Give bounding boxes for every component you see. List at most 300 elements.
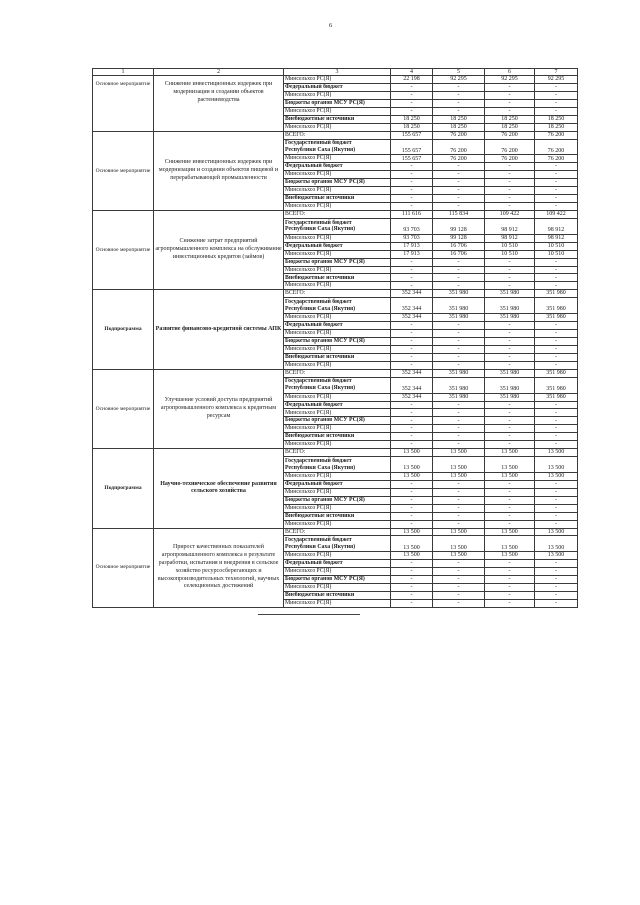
value-cell: - [391, 163, 433, 171]
value-cell: 351 980 [485, 377, 535, 393]
value-cell: 17 913 [391, 250, 433, 258]
value-cell: - [391, 107, 433, 115]
value-cell: - [485, 163, 535, 171]
value-cell: - [485, 433, 535, 441]
value-cell: - [391, 480, 433, 488]
value-cell: - [391, 353, 433, 361]
value-cell: - [485, 353, 535, 361]
column-number-header: 7 [535, 69, 578, 76]
value-cell: - [485, 512, 535, 520]
value-cell: - [433, 282, 485, 290]
value-cell: - [485, 345, 535, 353]
value-cell: - [535, 520, 578, 528]
value-cell: - [535, 568, 578, 576]
funding-source-cell: Федеральный бюджет [284, 401, 391, 409]
value-cell: - [485, 480, 535, 488]
funding-source-cell: ВСЕГО: [284, 449, 391, 457]
value-cell: 10 510 [485, 242, 535, 250]
funding-source-cell: Минсельхоз РС(Я) [284, 123, 391, 131]
value-cell: - [433, 330, 485, 338]
value-cell: 76 200 [535, 131, 578, 139]
value-cell: - [391, 592, 433, 600]
value-cell: - [535, 409, 578, 417]
value-cell: - [535, 171, 578, 179]
value-cell: - [535, 258, 578, 266]
value-cell: - [391, 496, 433, 504]
value-cell: 13 500 [433, 472, 485, 480]
value-cell: - [391, 361, 433, 369]
value-cell: - [433, 496, 485, 504]
column-number-header: 1 [93, 69, 154, 76]
value-cell: 10 510 [485, 250, 535, 258]
funding-source-cell: Бюджеты органов МСУ РС(Я) [284, 258, 391, 266]
value-cell: - [535, 345, 578, 353]
measure-title-cell: Снижение затрат предприятий агропромышленного комплекса на обслуживание инвестиционных кредитов (займов) [154, 210, 284, 289]
value-cell: - [391, 425, 433, 433]
funding-source-cell: Минсельхоз РС(Я) [284, 441, 391, 449]
value-cell: 99 128 [433, 234, 485, 242]
value-cell: - [485, 330, 535, 338]
value-cell: 352 344 [391, 393, 433, 401]
value-cell: 18 250 [535, 123, 578, 131]
value-cell: - [535, 99, 578, 107]
value-cell: - [433, 187, 485, 195]
value-cell: 351 980 [535, 393, 578, 401]
value-cell: 351 980 [433, 298, 485, 314]
value-cell: 351 980 [535, 314, 578, 322]
value-cell: 115 834 [433, 210, 485, 218]
value-cell: 351 980 [485, 393, 535, 401]
value-cell: 13 500 [535, 536, 578, 552]
funding-source-cell: Минсельхоз РС(Я) [284, 488, 391, 496]
column-number-header: 3 [284, 69, 391, 76]
funding-source-cell: Минсельхоз РС(Я) [284, 520, 391, 528]
value-cell: 10 510 [535, 242, 578, 250]
column-number-header: 2 [154, 69, 284, 76]
value-cell: 18 250 [535, 115, 578, 123]
value-cell: - [433, 560, 485, 568]
value-cell: - [433, 592, 485, 600]
value-cell: - [433, 203, 485, 211]
value-cell: - [433, 409, 485, 417]
value-cell: - [433, 322, 485, 330]
value-cell: - [391, 345, 433, 353]
value-cell: 18 250 [485, 123, 535, 131]
value-cell: - [433, 512, 485, 520]
value-cell: 13 500 [535, 528, 578, 536]
value-cell: - [485, 83, 535, 91]
funding-source-cell: Минсельхоз РС(Я) [284, 330, 391, 338]
value-cell: 352 344 [391, 377, 433, 393]
value-cell: 76 200 [535, 155, 578, 163]
value-cell: - [535, 480, 578, 488]
value-cell: 351 980 [433, 314, 485, 322]
value-cell: - [391, 171, 433, 179]
value-cell: - [485, 274, 535, 282]
value-cell: - [485, 99, 535, 107]
value-cell: - [433, 107, 485, 115]
funding-source-cell: ВСЕГО: [284, 131, 391, 139]
table-row [93, 449, 578, 457]
page-number: 6 [329, 22, 333, 29]
value-cell: - [391, 274, 433, 282]
funding-source-cell: Минсельхоз РС(Я) [284, 425, 391, 433]
column-number-header: 6 [485, 69, 535, 76]
value-cell: - [535, 504, 578, 512]
value-cell: - [485, 337, 535, 345]
funding-source-cell: Минсельхоз РС(Я) [284, 599, 391, 607]
measure-title-cell: Научно-техническое обеспечение развития сельского хозяйства [154, 449, 284, 528]
value-cell: - [485, 496, 535, 504]
value-cell: 76 200 [535, 139, 578, 155]
value-cell: 13 500 [433, 528, 485, 536]
value-cell: - [485, 584, 535, 592]
value-cell: 76 200 [485, 131, 535, 139]
value-cell: - [485, 599, 535, 607]
value-cell: 22 198 [391, 76, 433, 84]
column-number-row [93, 69, 578, 76]
funding-source-cell: ВСЕГО: [284, 210, 391, 218]
value-cell: 13 500 [485, 528, 535, 536]
value-cell: 13 500 [433, 552, 485, 560]
funding-source-cell: Внебюджетные источники [284, 353, 391, 361]
value-cell: 76 200 [433, 131, 485, 139]
value-cell: 76 200 [485, 139, 535, 155]
value-cell: - [535, 425, 578, 433]
value-cell: 18 250 [433, 123, 485, 131]
value-cell: - [535, 441, 578, 449]
value-cell: - [391, 330, 433, 338]
value-cell: 352 344 [391, 369, 433, 377]
value-cell: - [535, 195, 578, 203]
value-cell: 13 500 [485, 472, 535, 480]
value-cell: - [535, 107, 578, 115]
funding-source-cell: Минсельхоз РС(Я) [284, 409, 391, 417]
value-cell: - [433, 441, 485, 449]
value-cell: - [485, 187, 535, 195]
funding-source-cell: Внебюджетные источники [284, 592, 391, 600]
value-cell: - [391, 441, 433, 449]
value-cell: - [433, 480, 485, 488]
value-cell: 13 500 [485, 536, 535, 552]
footer-rule [258, 614, 360, 615]
value-cell: 18 250 [391, 115, 433, 123]
budget-table [92, 68, 578, 608]
value-cell: 13 500 [433, 449, 485, 457]
value-cell: 352 344 [391, 290, 433, 298]
value-cell: - [391, 266, 433, 274]
value-cell: - [535, 274, 578, 282]
measure-type-cell: Подпрограмма [93, 290, 154, 369]
value-cell: - [485, 488, 535, 496]
value-cell: - [535, 576, 578, 584]
value-cell: - [391, 520, 433, 528]
value-cell: - [433, 83, 485, 91]
column-number-header: 5 [433, 69, 485, 76]
value-cell: - [485, 179, 535, 187]
measure-type-cell: Основное мероприятие [93, 210, 154, 289]
value-cell: - [535, 266, 578, 274]
value-cell: - [485, 266, 535, 274]
value-cell: 351 980 [485, 369, 535, 377]
value-cell: 155 657 [391, 155, 433, 163]
value-cell: - [391, 179, 433, 187]
value-cell: 13 500 [391, 552, 433, 560]
value-cell: - [535, 83, 578, 91]
funding-source-cell: Государственный бюджет Республики Саха (Якутия) [284, 298, 391, 314]
funding-source-cell: Минсельхоз РС(Я) [284, 584, 391, 592]
value-cell: - [535, 361, 578, 369]
value-cell: - [391, 91, 433, 99]
funding-source-cell: Федеральный бюджет [284, 480, 391, 488]
value-cell: 351 980 [433, 377, 485, 393]
value-cell: - [535, 433, 578, 441]
value-cell: 13 500 [535, 457, 578, 473]
value-cell: - [433, 433, 485, 441]
value-cell: 13 500 [485, 449, 535, 457]
funding-source-cell: Минсельхоз РС(Я) [284, 76, 391, 84]
value-cell: 13 500 [433, 457, 485, 473]
value-cell: - [391, 322, 433, 330]
value-cell: - [535, 163, 578, 171]
value-cell: - [485, 282, 535, 290]
column-number-header: 4 [391, 69, 433, 76]
value-cell: - [433, 425, 485, 433]
value-cell: 13 500 [391, 457, 433, 473]
funding-source-cell: Внебюджетные источники [284, 274, 391, 282]
measure-title-cell: Развитие финансово-кредитной системы АПК [154, 290, 284, 369]
funding-source-cell: Внебюджетные источники [284, 512, 391, 520]
value-cell: - [535, 560, 578, 568]
value-cell: 76 200 [485, 155, 535, 163]
value-cell: - [485, 425, 535, 433]
value-cell: - [535, 179, 578, 187]
funding-source-cell: Федеральный бюджет [284, 322, 391, 330]
funding-source-cell: Государственный бюджет Республики Саха (Якутия) [284, 218, 391, 234]
value-cell: 351 980 [485, 290, 535, 298]
funding-source-cell: Минсельхоз РС(Я) [284, 361, 391, 369]
value-cell: 13 500 [391, 449, 433, 457]
value-cell: 16 706 [433, 242, 485, 250]
funding-source-cell: Федеральный бюджет [284, 560, 391, 568]
value-cell: 13 500 [485, 552, 535, 560]
funding-source-cell: Бюджеты органов МСУ РС(Я) [284, 576, 391, 584]
value-cell: - [391, 187, 433, 195]
value-cell: - [535, 337, 578, 345]
value-cell: 98 912 [485, 234, 535, 242]
value-cell: - [535, 584, 578, 592]
value-cell: - [391, 417, 433, 425]
funding-source-cell: Бюджеты органов МСУ РС(Я) [284, 337, 391, 345]
value-cell: - [433, 195, 485, 203]
value-cell: 351 980 [485, 314, 535, 322]
funding-source-cell: Минсельхоз РС(Я) [284, 393, 391, 401]
value-cell: - [433, 258, 485, 266]
value-cell: - [535, 322, 578, 330]
value-cell: - [433, 99, 485, 107]
value-cell: - [485, 576, 535, 584]
value-cell: - [433, 504, 485, 512]
value-cell: - [391, 203, 433, 211]
value-cell: 352 344 [391, 314, 433, 322]
value-cell: - [535, 401, 578, 409]
value-cell: 18 250 [391, 123, 433, 131]
funding-source-cell: Минсельхоз РС(Я) [284, 266, 391, 274]
funding-source-cell: Государственный бюджет Республики Саха (Якутия) [284, 377, 391, 393]
table-body [93, 76, 578, 608]
value-cell: 93 703 [391, 218, 433, 234]
value-cell: - [433, 576, 485, 584]
value-cell: - [391, 433, 433, 441]
funding-source-cell: ВСЕГО: [284, 290, 391, 298]
value-cell: 76 200 [433, 139, 485, 155]
value-cell: - [391, 282, 433, 290]
value-cell: 13 500 [391, 472, 433, 480]
value-cell: - [433, 401, 485, 409]
funding-source-cell: Минсельхоз РС(Я) [284, 171, 391, 179]
measure-type-cell: Подпрограмма [93, 449, 154, 528]
value-cell: - [391, 195, 433, 203]
value-cell: 13 500 [391, 536, 433, 552]
value-cell: - [485, 91, 535, 99]
value-cell: - [391, 576, 433, 584]
value-cell: - [485, 568, 535, 576]
value-cell: - [535, 203, 578, 211]
measure-type-cell: Основное мероприятие [93, 369, 154, 448]
funding-source-cell: Минсельхоз РС(Я) [284, 250, 391, 258]
value-cell: - [485, 401, 535, 409]
value-cell: - [433, 353, 485, 361]
value-cell: 351 980 [535, 369, 578, 377]
value-cell: - [485, 592, 535, 600]
funding-source-cell: Внебюджетные источники [284, 195, 391, 203]
value-cell: 351 980 [433, 290, 485, 298]
value-cell: - [535, 417, 578, 425]
funding-source-cell: Минсельхоз РС(Я) [284, 504, 391, 512]
funding-source-cell: Федеральный бюджет [284, 83, 391, 91]
value-cell: - [485, 203, 535, 211]
funding-source-cell: Минсельхоз РС(Я) [284, 155, 391, 163]
value-cell: 351 980 [485, 298, 535, 314]
table-row [93, 76, 578, 84]
value-cell: - [391, 83, 433, 91]
funding-source-cell: Минсельхоз РС(Я) [284, 314, 391, 322]
value-cell: 17 913 [391, 242, 433, 250]
table-row [93, 369, 578, 377]
value-cell: 98 912 [535, 234, 578, 242]
funding-source-cell: Федеральный бюджет [284, 242, 391, 250]
value-cell: - [485, 417, 535, 425]
value-cell: - [485, 107, 535, 115]
value-cell: - [433, 599, 485, 607]
funding-source-cell: Бюджеты органов МСУ РС(Я) [284, 496, 391, 504]
value-cell: 351 980 [433, 369, 485, 377]
value-cell: - [391, 584, 433, 592]
value-cell: - [433, 584, 485, 592]
value-cell: - [535, 592, 578, 600]
value-cell: - [535, 330, 578, 338]
value-cell: - [433, 274, 485, 282]
value-cell: 10 510 [535, 250, 578, 258]
table-row [93, 290, 578, 298]
value-cell: - [433, 337, 485, 345]
value-cell: 92 295 [535, 76, 578, 84]
value-cell: 18 250 [433, 115, 485, 123]
funding-source-cell: Государственный бюджет Республики Саха (Якутия) [284, 139, 391, 155]
funding-source-cell: Бюджеты органов МСУ РС(Я) [284, 417, 391, 425]
funding-source-cell: Минсельхоз РС(Я) [284, 568, 391, 576]
value-cell: - [485, 441, 535, 449]
value-cell: - [485, 195, 535, 203]
measure-type-cell: Основное мероприятие [93, 131, 154, 210]
value-cell: - [391, 409, 433, 417]
funding-source-cell: Внебюджетные источники [284, 433, 391, 441]
value-cell: 13 500 [391, 528, 433, 536]
value-cell: - [391, 512, 433, 520]
value-cell: - [433, 91, 485, 99]
value-cell: - [391, 99, 433, 107]
funding-source-cell: Минсельхоз РС(Я) [284, 91, 391, 99]
value-cell: 351 980 [433, 393, 485, 401]
funding-source-cell: Минсельхоз РС(Я) [284, 107, 391, 115]
value-cell: - [535, 496, 578, 504]
value-cell: - [485, 560, 535, 568]
value-cell: - [485, 520, 535, 528]
value-cell: 13 500 [485, 457, 535, 473]
value-cell: - [391, 568, 433, 576]
value-cell: - [535, 187, 578, 195]
value-cell: 111 616 [391, 210, 433, 218]
measure-type-cell: Основное мероприятие [93, 76, 154, 132]
funding-source-cell: Минсельхоз РС(Я) [284, 345, 391, 353]
measure-title-cell: Улучшение условий доступа предприятий агропромышленного комплекса к кредитным ресурсам [154, 369, 284, 448]
value-cell: - [433, 417, 485, 425]
value-cell: - [391, 504, 433, 512]
funding-source-cell: Государственный бюджет Республики Саха (Якутия) [284, 457, 391, 473]
funding-source-cell: ВСЕГО: [284, 369, 391, 377]
funding-source-cell: Государственный бюджет Республики Саха (Якутия) [284, 536, 391, 552]
value-cell: - [433, 345, 485, 353]
value-cell: - [391, 258, 433, 266]
value-cell: - [485, 409, 535, 417]
funding-source-cell: Внебюджетные источники [284, 115, 391, 123]
value-cell: - [433, 520, 485, 528]
value-cell: - [535, 91, 578, 99]
funding-source-cell: Минсельхоз РС(Я) [284, 552, 391, 560]
funding-source-cell: Минсельхоз РС(Я) [284, 234, 391, 242]
value-cell: - [535, 599, 578, 607]
value-cell: 351 980 [535, 290, 578, 298]
value-cell: 16 706 [433, 250, 485, 258]
value-cell: 155 657 [391, 131, 433, 139]
value-cell: - [433, 568, 485, 576]
funding-source-cell: Бюджеты органов МСУ РС(Я) [284, 179, 391, 187]
measure-title-cell: Снижение инвестиционных издержек при модернизации и создании объектов пищевой и перерабатывающей промышленности [154, 131, 284, 210]
value-cell: - [535, 282, 578, 290]
value-cell: - [391, 401, 433, 409]
value-cell: - [485, 171, 535, 179]
value-cell: 99 128 [433, 218, 485, 234]
value-cell: 13 500 [535, 449, 578, 457]
funding-source-cell: Федеральный бюджет [284, 163, 391, 171]
value-cell: - [433, 361, 485, 369]
value-cell: - [535, 353, 578, 361]
value-cell: - [433, 488, 485, 496]
value-cell: 98 912 [485, 218, 535, 234]
value-cell: 98 912 [535, 218, 578, 234]
measure-type-cell: Основное мероприятие [93, 528, 154, 607]
value-cell: 351 980 [535, 377, 578, 393]
